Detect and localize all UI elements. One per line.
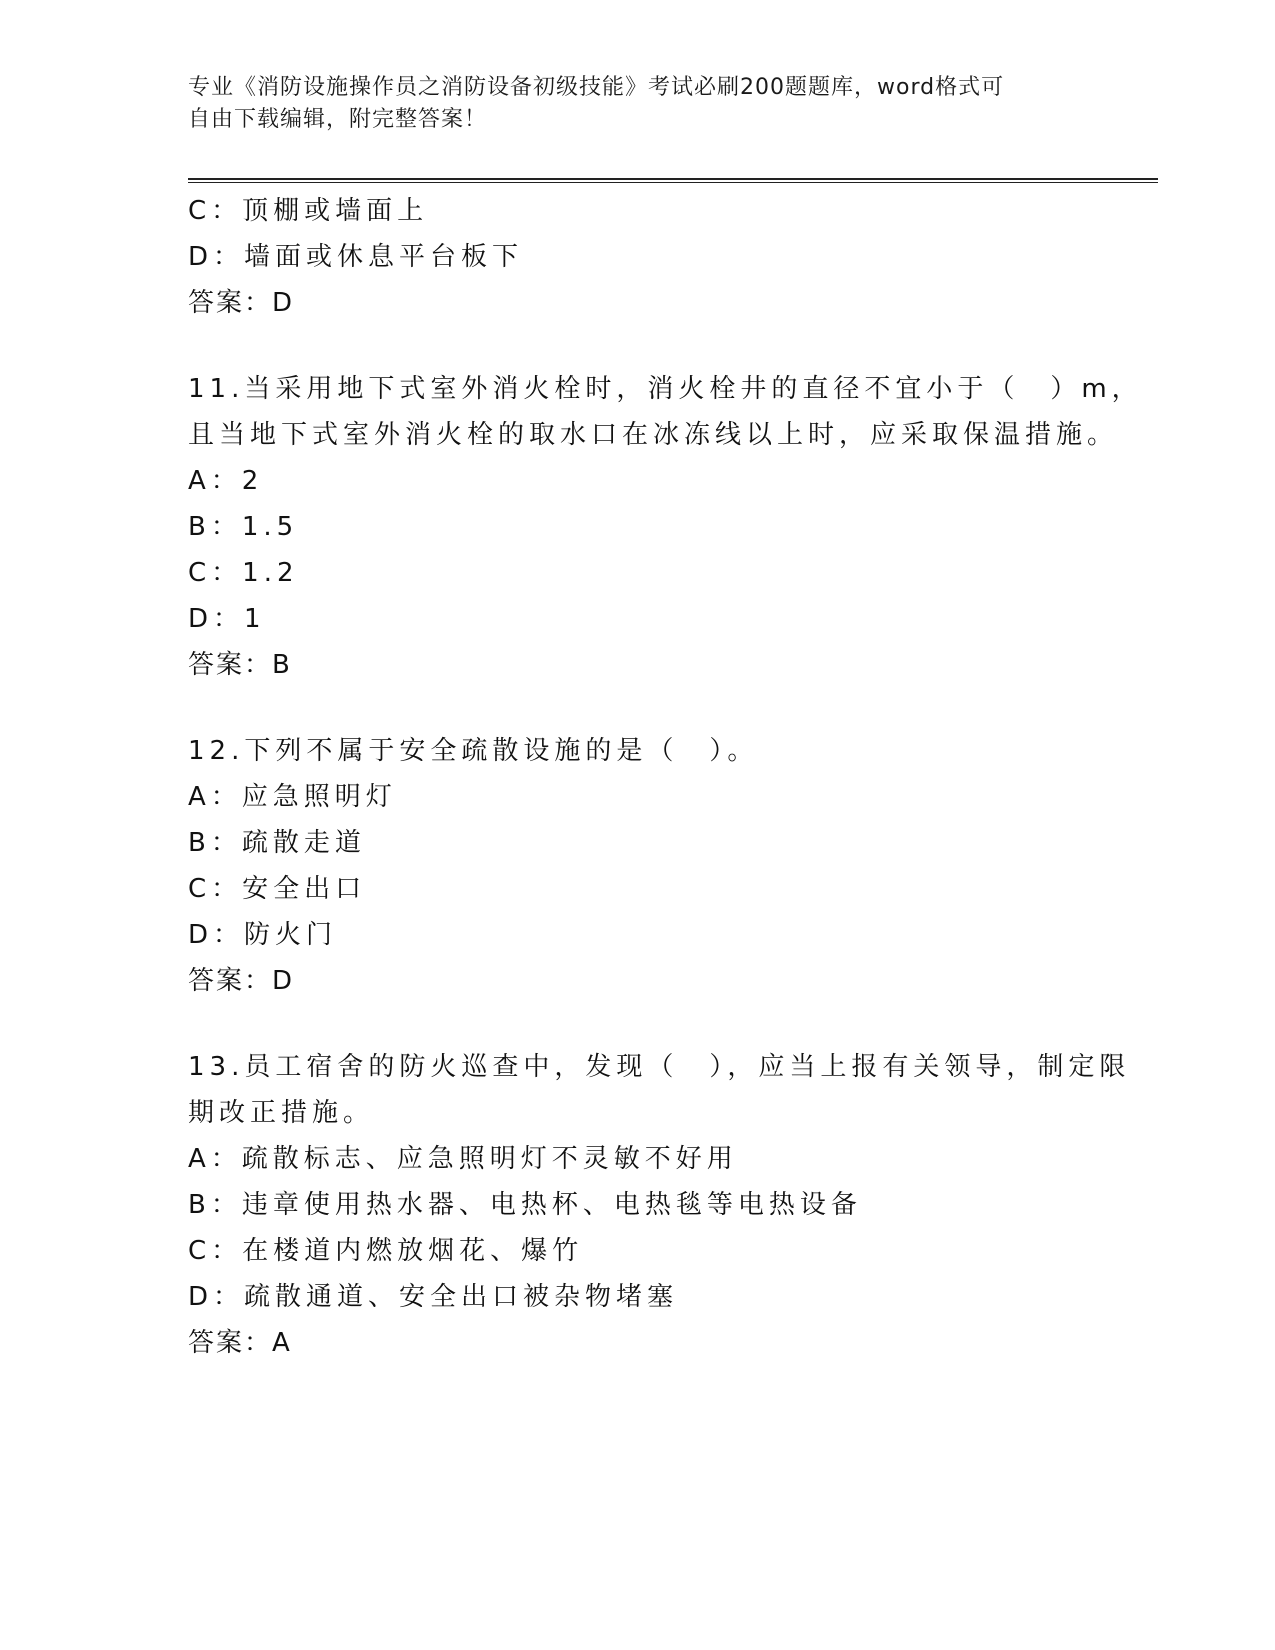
question-13 bbox=[188, 1044, 1148, 1366]
option-a: A：2 bbox=[188, 466, 264, 496]
header-line-1: 专业《消防设施操作员之消防设备初级技能》考试必刷200题题库，word格式可 bbox=[188, 75, 1005, 100]
option-b: B：1.5 bbox=[188, 512, 299, 542]
question-12 bbox=[188, 728, 1148, 1004]
spacer bbox=[188, 1004, 1148, 1044]
option-d: D：防火门 bbox=[188, 920, 338, 950]
spacer bbox=[188, 688, 1148, 728]
document-header bbox=[188, 72, 1088, 136]
question-list bbox=[188, 188, 1148, 1366]
option-c: C：安全出口 bbox=[188, 874, 367, 904]
question-11 bbox=[188, 366, 1148, 688]
answer-line: 答案：A bbox=[188, 1328, 292, 1358]
answer-line: 答案：B bbox=[188, 650, 292, 680]
answer-line: 答案：D bbox=[188, 288, 295, 318]
answer-line: 答案：D bbox=[188, 966, 295, 996]
question-stem: 11.当采用地下式室外消火栓时，消火栓井的直径不宜小于（ ）m， bbox=[188, 374, 1143, 404]
question-stem: 期改正措施。 bbox=[188, 1098, 375, 1128]
option-a: A：疏散标志、应急照明灯不灵敏不好用 bbox=[188, 1144, 738, 1174]
option-b: B：疏散走道 bbox=[188, 828, 366, 858]
option-c: C：顶棚或墙面上 bbox=[188, 196, 429, 226]
header-line-2: 自由下载编辑，附完整答案！ bbox=[188, 107, 488, 132]
option-d: D：疏散通道、安全出口被杂物堵塞 bbox=[188, 1282, 679, 1312]
question-stem: 且当地下式室外消火栓的取水口在冰冻线以上时，应采取保温措施。 bbox=[188, 420, 1119, 450]
question-stem: 12.下列不属于安全疏散设施的是（ ）。 bbox=[188, 736, 759, 766]
spacer bbox=[188, 326, 1148, 366]
option-c: C：在楼道内燃放烟花、爆竹 bbox=[188, 1236, 584, 1266]
option-d: D：墙面或休息平台板下 bbox=[188, 242, 524, 272]
option-c: C：1.2 bbox=[188, 558, 299, 588]
header-divider bbox=[188, 178, 1158, 183]
option-b: B：违章使用热水器、电热杯、电热毯等电热设备 bbox=[188, 1190, 862, 1220]
question-10-tail bbox=[188, 188, 1148, 326]
option-d: D：1 bbox=[188, 604, 266, 634]
option-a: A：应急照明灯 bbox=[188, 782, 397, 812]
question-stem: 13.员工宿舍的防火巡查中，发现（ ），应当上报有关领导，制定限 bbox=[188, 1052, 1131, 1082]
